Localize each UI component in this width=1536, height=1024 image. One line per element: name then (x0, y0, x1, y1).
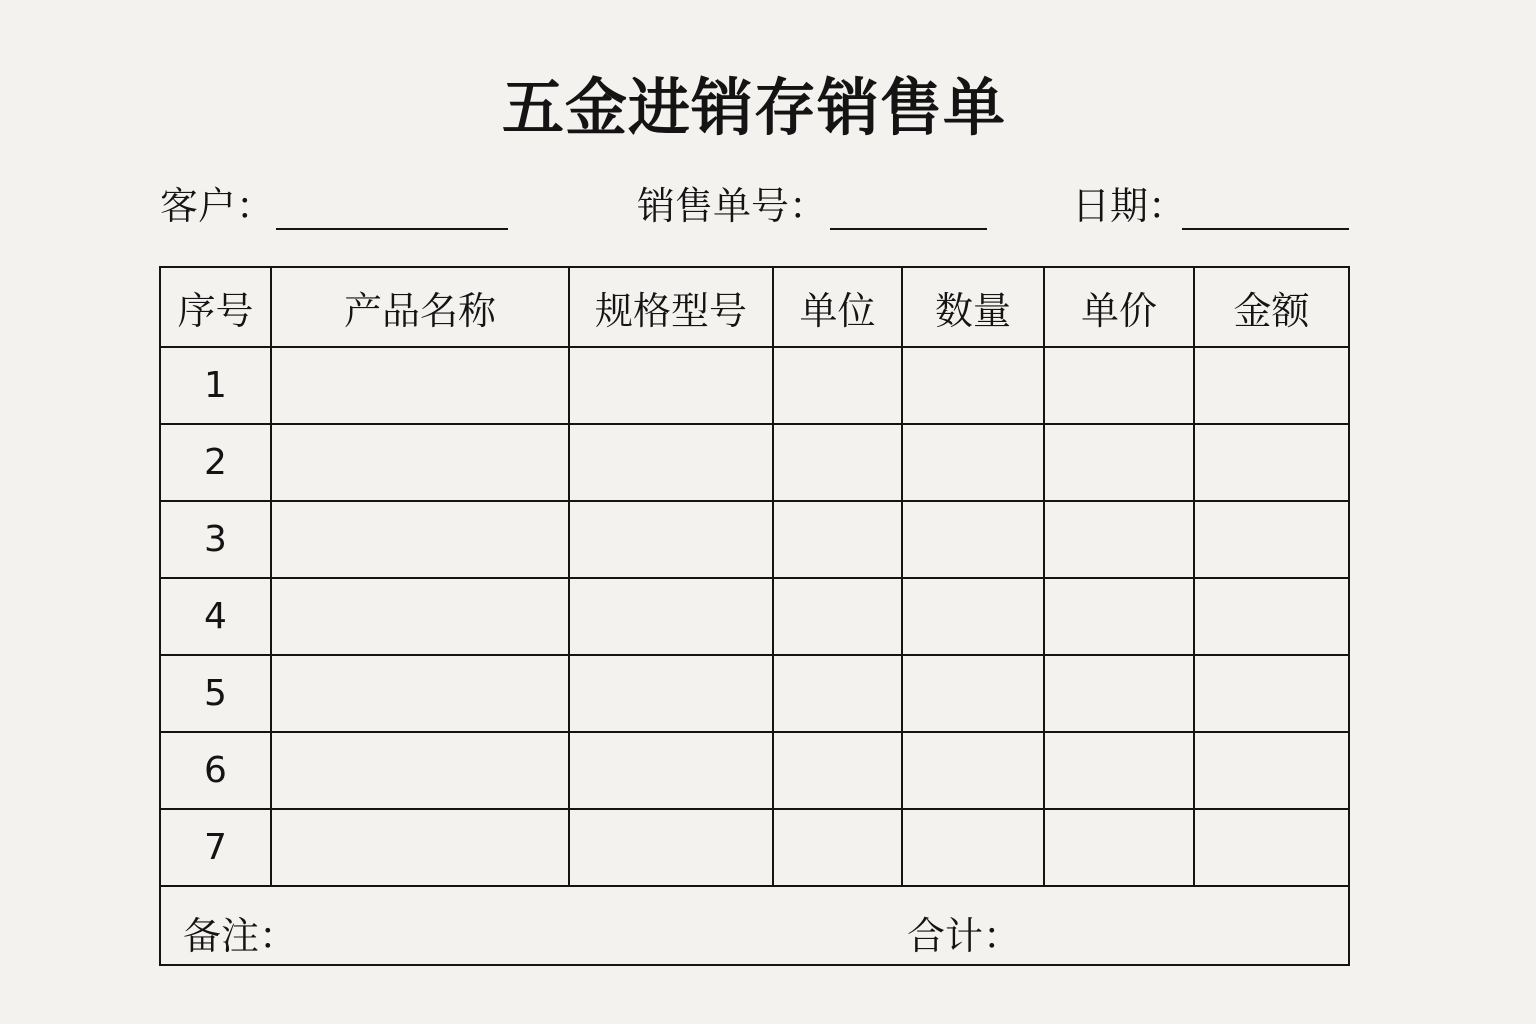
table-row (160, 347, 1349, 424)
row-index: 3 (160, 501, 271, 578)
table-footer-row (160, 886, 1349, 965)
cell-spec-model[interactable] (569, 732, 773, 809)
cell-unit-price[interactable] (1044, 732, 1194, 809)
cell-amount[interactable] (1194, 347, 1349, 424)
cell-unit[interactable] (773, 347, 902, 424)
cell-amount[interactable] (1194, 424, 1349, 501)
date-blank-line[interactable] (1182, 228, 1349, 230)
date-field (1072, 180, 1186, 232)
cell-quantity[interactable] (902, 732, 1044, 809)
header-quantity: 数量 (902, 267, 1044, 347)
table-row (160, 424, 1349, 501)
cell-unit[interactable] (773, 809, 902, 886)
header-amount: 金额 (1194, 267, 1349, 347)
cell-quantity[interactable] (902, 809, 1044, 886)
customer-blank-line[interactable] (276, 228, 508, 230)
cell-spec-model[interactable] (569, 501, 773, 578)
table-row (160, 501, 1349, 578)
sales-table (159, 266, 1350, 966)
cell-product-name[interactable] (271, 347, 569, 424)
table-header-row (160, 267, 1349, 347)
row-index: 6 (160, 732, 271, 809)
cell-unit[interactable] (773, 424, 902, 501)
row-index: 5 (160, 655, 271, 732)
page-title: 五金进销存销售单 (501, 71, 1006, 144)
cell-unit-price[interactable] (1044, 501, 1194, 578)
order-number-label: 销售单号： (637, 184, 828, 228)
table-row (160, 732, 1349, 809)
cell-spec-model[interactable] (569, 347, 773, 424)
cell-product-name[interactable] (271, 732, 569, 809)
cell-unit[interactable] (773, 655, 902, 732)
footer-cell[interactable] (160, 886, 1349, 965)
cell-unit[interactable] (773, 732, 902, 809)
header-product-name: 产品名称 (271, 267, 569, 347)
cell-amount[interactable] (1194, 501, 1349, 578)
table-row (160, 809, 1349, 886)
cell-product-name[interactable] (271, 578, 569, 655)
cell-unit[interactable] (773, 578, 902, 655)
cell-unit-price[interactable] (1044, 347, 1194, 424)
cell-amount[interactable] (1194, 655, 1349, 732)
cell-amount[interactable] (1194, 578, 1349, 655)
cell-quantity[interactable] (902, 578, 1044, 655)
cell-quantity[interactable] (902, 501, 1044, 578)
cell-amount[interactable] (1194, 732, 1349, 809)
order-number-field (637, 180, 827, 232)
table-row (160, 655, 1349, 732)
cell-spec-model[interactable] (569, 424, 773, 501)
customer-label: 客户： (160, 184, 275, 228)
date-label: 日期： (1072, 184, 1187, 228)
row-index: 4 (160, 578, 271, 655)
cell-product-name[interactable] (271, 424, 569, 501)
cell-amount[interactable] (1194, 809, 1349, 886)
cell-unit-price[interactable] (1044, 809, 1194, 886)
table-row (160, 578, 1349, 655)
cell-quantity[interactable] (902, 655, 1044, 732)
customer-field (160, 180, 274, 232)
cell-spec-model[interactable] (569, 578, 773, 655)
header-unit: 单位 (773, 267, 902, 347)
cell-product-name[interactable] (271, 655, 569, 732)
note-label: 备注： (183, 914, 298, 958)
row-index: 1 (160, 347, 271, 424)
header-index: 序号 (160, 267, 271, 347)
header-spec-model: 规格型号 (569, 267, 773, 347)
row-index: 7 (160, 809, 271, 886)
header-unit-price: 单价 (1044, 267, 1194, 347)
cell-spec-model[interactable] (569, 655, 773, 732)
row-index: 2 (160, 424, 271, 501)
cell-unit[interactable] (773, 501, 902, 578)
cell-product-name[interactable] (271, 809, 569, 886)
total-label: 合计： (907, 914, 1022, 958)
cell-unit-price[interactable] (1044, 655, 1194, 732)
cell-product-name[interactable] (271, 501, 569, 578)
cell-quantity[interactable] (902, 347, 1044, 424)
cell-spec-model[interactable] (569, 809, 773, 886)
cell-unit-price[interactable] (1044, 578, 1194, 655)
cell-quantity[interactable] (902, 424, 1044, 501)
cell-unit-price[interactable] (1044, 424, 1194, 501)
order-number-blank-line[interactable] (830, 228, 987, 230)
